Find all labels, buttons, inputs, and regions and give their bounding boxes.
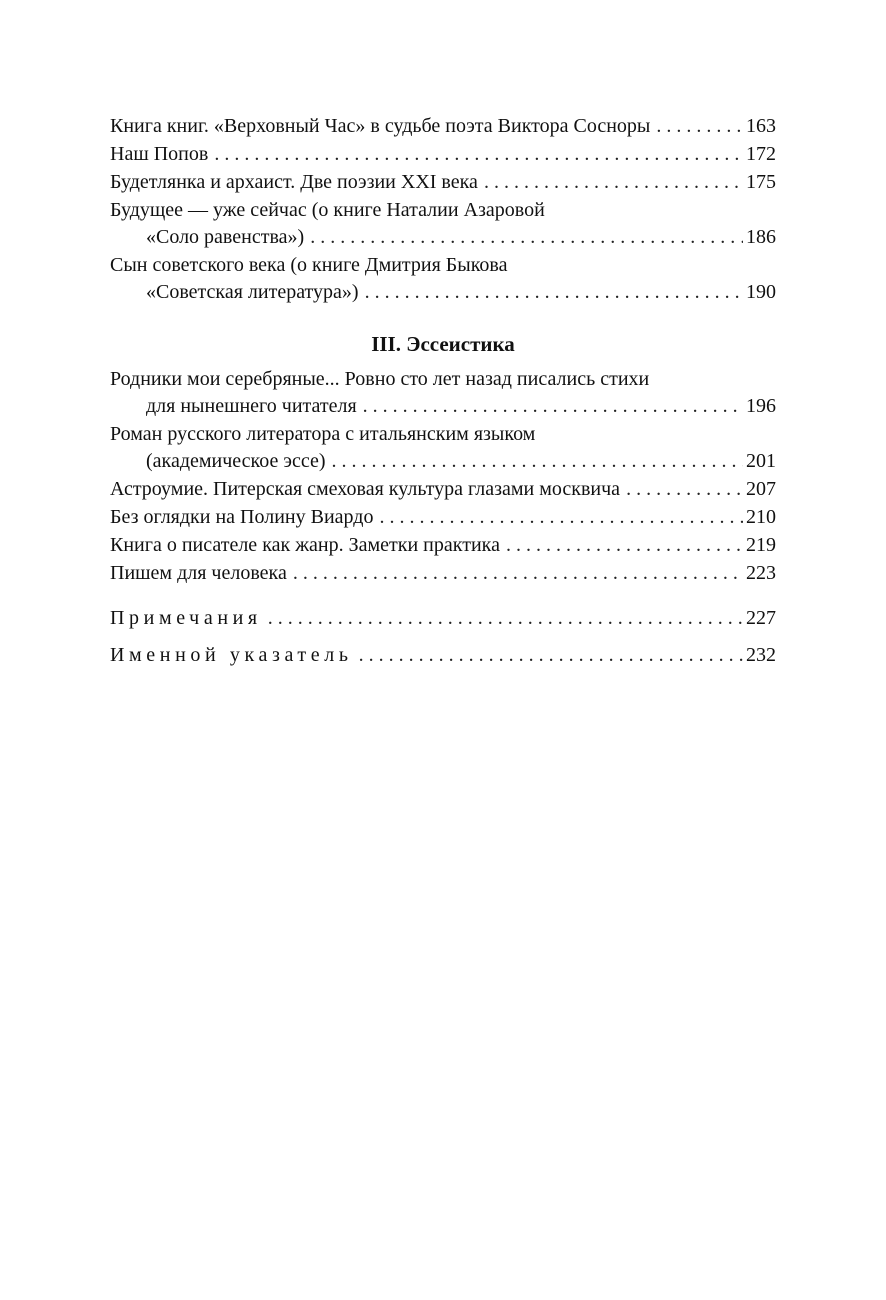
toc-entry-index — [110, 642, 776, 669]
leader-dots — [506, 532, 743, 559]
toc-page-number: 175 — [746, 171, 776, 193]
toc-entry-title: Книга о писателе как жанр. Заметки практика — [110, 534, 500, 556]
leader-dots — [332, 448, 744, 475]
leader-dots — [626, 476, 743, 503]
toc-page-number: 196 — [746, 395, 776, 417]
toc-entry-title-continued: «Соло равенства») — [146, 226, 305, 248]
toc-entry-viardo — [110, 504, 776, 531]
toc-page-number: 219 — [746, 534, 776, 556]
toc-entry-title: Примечания — [110, 607, 262, 629]
toc-page-number: 210 — [746, 506, 776, 528]
toc-entry-kniga-o-pisatele — [110, 532, 776, 559]
leader-dots — [268, 605, 743, 632]
toc-page-number: 207 — [746, 478, 776, 500]
toc-entry-title: Без оглядки на Полину Виардо — [110, 506, 374, 528]
toc-entry-title: Астроумие. Питерская смеховая культура глазами москвича — [110, 478, 621, 500]
toc-page-number: 227 — [746, 607, 776, 629]
leader-dots — [214, 141, 743, 168]
leader-dots — [484, 169, 743, 196]
toc-entry-title: Сын советского века (о книге Дмитрия Быкова — [110, 254, 508, 276]
toc-entry-title: Пишем для человека — [110, 562, 287, 584]
toc-entry-rodniki — [110, 366, 776, 420]
toc-entry-notes — [110, 605, 776, 632]
toc-entry-sosnora — [110, 113, 776, 140]
toc-page-number: 201 — [746, 450, 776, 472]
toc-entry-title: Будетлянка и архаист. Две поэзии XXI века — [110, 171, 478, 193]
toc-page-number: 190 — [746, 281, 776, 303]
toc-entry-astroumie — [110, 476, 776, 503]
toc-entry-pishem — [110, 560, 776, 587]
toc-page-number: 223 — [746, 562, 776, 584]
leader-dots — [365, 279, 743, 306]
toc-entry-title: Будущее — уже сейчас (о книге Наталии Азаровой — [110, 199, 545, 221]
toc-page-number: 232 — [746, 644, 776, 666]
toc-entry-title: Роман русского литератора с итальянским языком — [110, 423, 536, 445]
toc-entry-title-continued: для нынешнего читателя — [146, 395, 357, 417]
toc-entry-bykov — [110, 252, 776, 306]
leader-dots — [656, 113, 743, 140]
toc-entry-title: Именной указатель — [110, 644, 353, 666]
leader-dots — [359, 642, 743, 669]
toc-entry-budetlyanka — [110, 169, 776, 196]
toc-entry-title-continued: (академическое эссе) — [146, 450, 326, 472]
leader-dots — [293, 560, 743, 587]
toc-entry-popov — [110, 141, 776, 168]
leader-dots — [310, 224, 743, 251]
table-of-contents — [110, 113, 776, 669]
toc-page-number: 163 — [746, 115, 776, 137]
section-heading: III. Эссеистика — [371, 332, 515, 356]
leader-dots — [379, 504, 743, 531]
toc-entry-title: Родники мои серебряные... Ровно сто лет назад писались стихи — [110, 368, 650, 390]
toc-entry-azarova — [110, 197, 776, 251]
toc-entry-title-continued: «Советская литература») — [146, 281, 359, 303]
toc-entry-title: Наш Попов — [110, 143, 209, 165]
toc-entry-roman — [110, 421, 776, 475]
leader-dots — [363, 393, 743, 420]
toc-entry-title: Книга книг. «Верховный Час» в судьбе поэта Виктора Сосноры — [110, 115, 651, 137]
toc-page-number: 172 — [746, 143, 776, 165]
toc-page-number: 186 — [746, 226, 776, 248]
